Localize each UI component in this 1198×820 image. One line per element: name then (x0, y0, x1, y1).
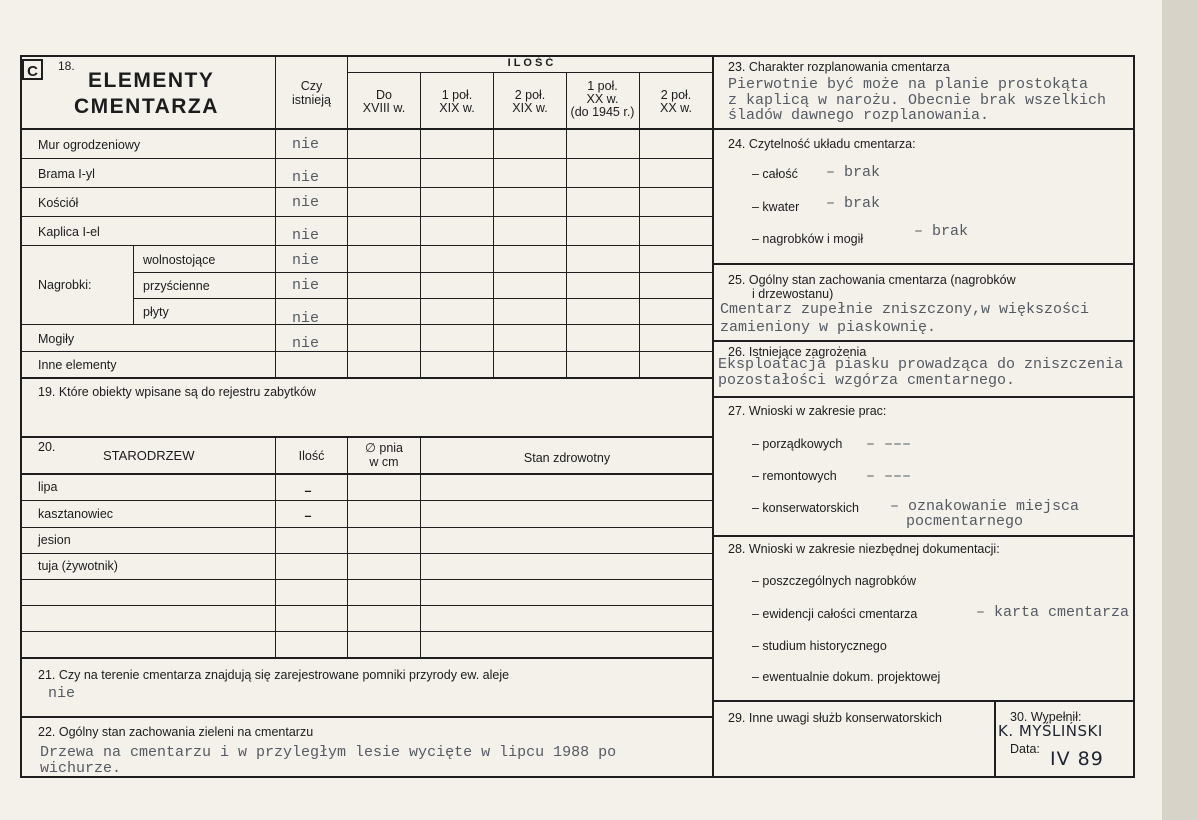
grid-v-period1 (420, 72, 421, 378)
grid-v-tree-qty (275, 437, 276, 659)
grid-h-t1 (20, 500, 713, 501)
question-29: 29. Inne uwagi służb konserwatorskich (728, 711, 943, 725)
item27-value-2-cont: pocmentarnego (906, 513, 1024, 530)
tree-label-3: tuja (żywotnik) (38, 559, 118, 573)
element-exists-2: nie (292, 194, 320, 211)
grid-h-r8 (20, 351, 713, 352)
grid-h-end20 (20, 657, 713, 659)
answer-25-line2: zamieniony w piaskownię. (720, 319, 937, 336)
grid-h-qty (347, 72, 713, 73)
frame-top-right (712, 55, 1134, 57)
grid-h-end18 (20, 377, 713, 379)
grid-h-start24 (713, 128, 1134, 130)
tree-qty-0: – (304, 484, 312, 498)
item27-label-0: – porządkowych (752, 437, 843, 451)
frame-left (20, 55, 22, 778)
element-label-3: Kaplica I-el (38, 225, 100, 239)
grid-v-nagrobki (133, 245, 134, 324)
tree-label-2: jesion (38, 533, 71, 547)
item28-label-2: – studium historycznego (752, 639, 887, 653)
grid-h-t6 (20, 631, 713, 632)
grid-h-start22 (20, 716, 713, 718)
grid-v-period2 (493, 72, 494, 378)
element-label-0: Mur ogrodzeniowy (38, 138, 141, 152)
item24-label-2: – nagrobków i mogił (752, 232, 864, 246)
grid-h-start27 (713, 396, 1134, 398)
mogily-label: Mogiły (38, 332, 75, 346)
trees-health-header: Stan zdrowotny (523, 451, 611, 465)
item27-value-2: – oznakowanie miejsca (890, 498, 1080, 515)
period-header-1: 1 poł. XIX w. (439, 88, 475, 116)
trees-qty-header: Ilość (298, 449, 325, 463)
question-28: 28. Wnioski w zakresie niezbędnej dokumentacji: (728, 542, 1000, 556)
grid-v-tree-diam (347, 437, 348, 659)
answer-23-line3: śladów dawnego rozplanowania. (728, 107, 990, 124)
item28-label-0: – poszczególnych nagrobków (752, 574, 916, 588)
filled-by-signature: K. MYŚLIŃSKI (998, 722, 1103, 740)
question-21: 21. Czy na terenie cmentarza znajdują się zarejestrowane pomniki przyrody ew. aleje (38, 668, 510, 682)
answer-21: nie (48, 685, 76, 702)
grid-h-t0 (20, 473, 713, 475)
grid-h-start29 (713, 700, 1134, 702)
nagrobki-exists-1: nie (292, 277, 320, 294)
item27-value-0: – ––– (866, 436, 912, 453)
elements-title-line1: ELEMENTY (88, 69, 215, 92)
element-exists-0: nie (292, 136, 320, 153)
quantity-header: I L O Ś Ć (507, 57, 554, 69)
grid-h-t2 (20, 527, 713, 528)
grid-h-t5 (20, 605, 713, 606)
date-value: IV 89 (1050, 748, 1104, 770)
element-label-2: Kościół (38, 196, 79, 210)
item28-value-1: – karta cmentarza (976, 604, 1130, 621)
nagrobki-label: Nagrobki: (38, 278, 92, 292)
grid-h-start28 (713, 535, 1134, 537)
grid-h-r1 (20, 158, 713, 159)
grid-v-period4 (639, 72, 640, 378)
grid-h-r4 (20, 245, 713, 246)
grid-h-r7 (20, 324, 713, 325)
answer-22-line1: Drzewa na cmentarzu i w przyległym lesie wycięte w lipcu 1988 po (40, 744, 617, 761)
answer-26-line2: pozostałości wzgórza cmentarnego. (718, 372, 1016, 389)
inne-label: Inne elementy (38, 358, 117, 372)
grid-h-r6 (133, 298, 713, 299)
question-22: 22. Ogólny stan zachowania zieleni na cmentarzu (38, 725, 314, 739)
question-27: 27. Wnioski w zakresie prac: (728, 404, 887, 418)
grid-h-start26 (713, 340, 1134, 342)
item24-value-0: – brak (826, 164, 881, 181)
trees-title: STARODRZEW (103, 448, 195, 463)
grid-h-start20 (20, 436, 713, 438)
item24-value-2: – brak (914, 223, 969, 240)
period-header-3: 1 poł. XX w. (do 1945 r.) (570, 79, 635, 120)
grid-h-r5 (133, 272, 713, 273)
grid-h-r2 (20, 187, 713, 188)
trees-number: 20. (38, 440, 56, 454)
item28-label-3: – ewentualnie dokum. projektowej (752, 670, 941, 684)
grid-h-r3 (20, 216, 713, 217)
question-19: 19. Które obiekty wpisane są do rejestru zabytków (38, 385, 316, 399)
mogily-exists: nie (292, 335, 320, 352)
frame-right (1133, 55, 1135, 778)
element-exists-1: nie (292, 169, 320, 186)
question-24: 24. Czytelność układu cmentarza: (728, 137, 916, 151)
item24-label-0: – całość (752, 167, 798, 181)
nagrobki-type-0: wolnostojące (143, 253, 216, 267)
item24-value-1: – brak (826, 195, 881, 212)
nagrobki-type-1: przyścienne (143, 279, 210, 293)
element-exists-3: nie (292, 227, 320, 244)
nagrobki-type-2: płyty (143, 305, 169, 319)
section-letter-box: C (22, 59, 43, 80)
item27-label-1: – remontowych (752, 469, 837, 483)
item24-label-1: – kwater (752, 200, 800, 214)
item27-label-2: – konserwatorskich (752, 501, 859, 515)
tree-qty-1: – (304, 509, 312, 523)
nagrobki-exists-0: nie (292, 252, 320, 269)
frame-bottom-left (20, 776, 713, 778)
frame-top (20, 55, 713, 57)
item27-value-1: – ––– (866, 468, 912, 485)
answer-23-line1: Pierwotnie być może na planie prostokąta (728, 76, 1089, 93)
exists-header: Czy istnieją (292, 79, 331, 107)
elements-title-line2: CMENTARZA (74, 95, 219, 118)
answer-23-line2: z kaplicą w narożu. Obecnie brak wszelkich (728, 92, 1107, 109)
question-30: 30. Wypełnił: (1010, 710, 1082, 724)
answer-22-line2: wichurze. (40, 760, 122, 777)
answer-25-line1: Cmentarz zupełnie zniszczony,w większości (720, 301, 1090, 318)
period-header-0: Do XVIII w. (362, 88, 406, 116)
frame-middle (712, 55, 714, 778)
frame-bottom-right (712, 776, 1135, 778)
question-23: 23. Charakter rozplanowania cmentarza (728, 60, 950, 74)
period-header-2: 2 poł. XIX w. (512, 88, 548, 116)
grid-v-tree-health (420, 437, 421, 659)
grid-h-start25 (713, 263, 1134, 265)
grid-h-header (20, 128, 713, 130)
grid-h-t4 (20, 579, 713, 580)
answer-26-line1: Eksploatacja piasku prowadząca do zniszczenia (718, 356, 1124, 373)
nagrobki-exists-2: nie (292, 310, 320, 327)
grid-h-t3 (20, 553, 713, 554)
date-label: Data: (1010, 742, 1040, 756)
item28-label-1: – ewidencji całości cmentarza (752, 607, 918, 621)
period-header-4: 2 poł. XX w. (660, 88, 692, 116)
tree-label-0: lipa (38, 480, 58, 494)
section-number: 18. (58, 59, 75, 73)
element-label-1: Brama I-yl (38, 167, 95, 181)
tree-label-1: kasztanowiec (38, 507, 114, 521)
question-26: 26. Istniejące zagrożenia (728, 345, 867, 359)
question-25-line1: 25. Ogólny stan zachowania cmentarza (nagrobków (728, 273, 1016, 287)
question-25-line2: i drzewostanu) (752, 287, 834, 301)
trees-diameter-header: ∅ pnia w cm (365, 441, 403, 469)
grid-v-30 (994, 701, 996, 777)
